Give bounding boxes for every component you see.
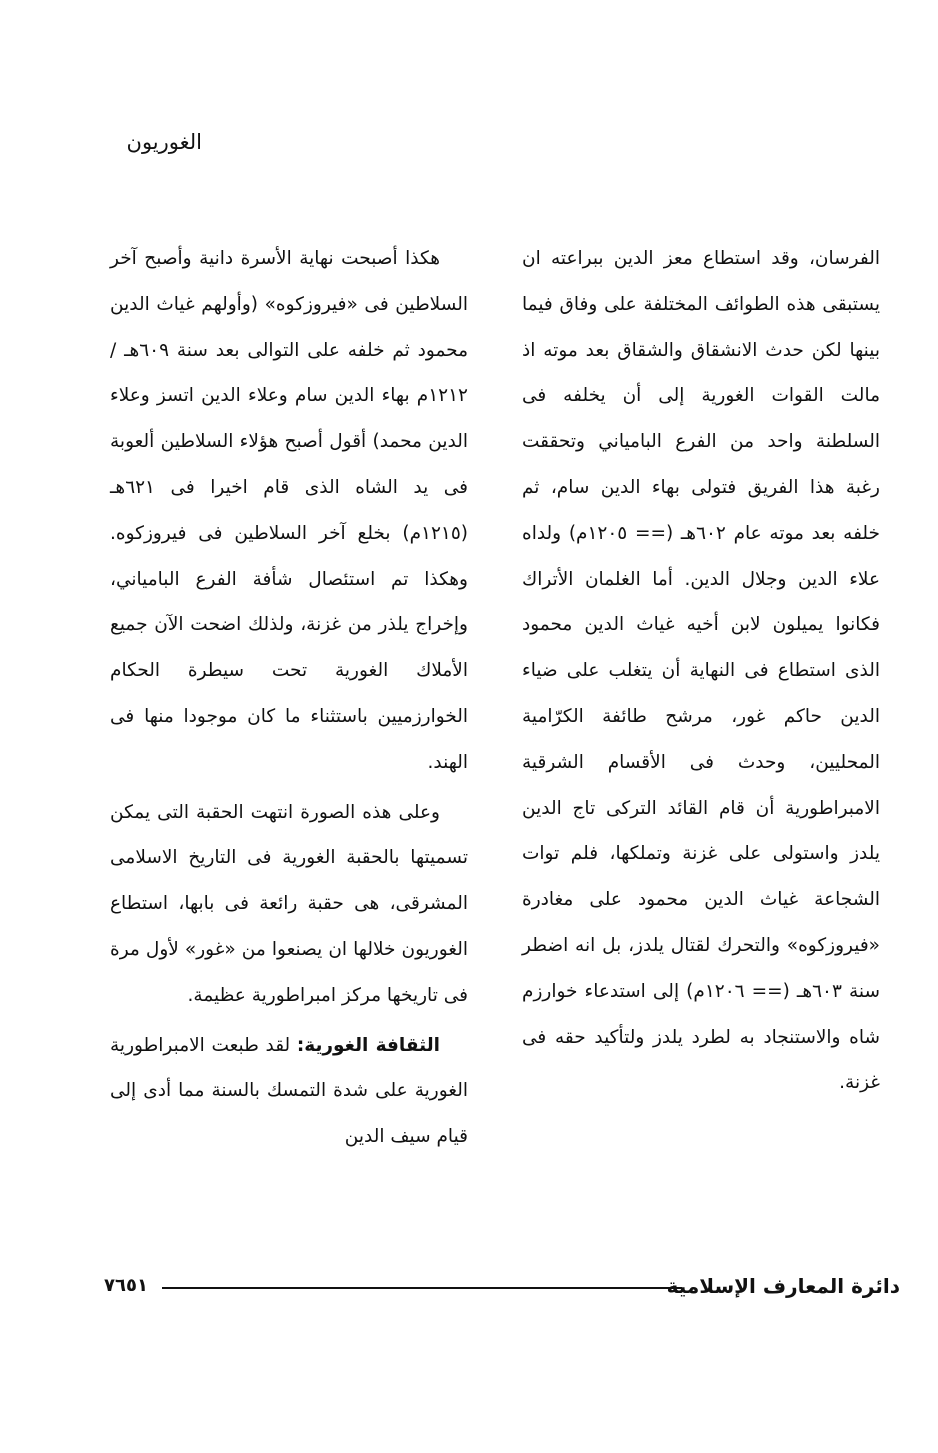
- text-column-left: [110, 236, 468, 1164]
- text-column-right: [522, 236, 880, 1110]
- running-title: الغوريون: [126, 130, 202, 154]
- page-number: ٧٦٥١: [104, 1275, 148, 1296]
- page-footer: [0, 1270, 938, 1302]
- section-heading: الثقافة الغورية:: [296, 1034, 440, 1056]
- paragraph: الفرسان، وقد استطاع معز الدين ببراعته ان يستبقى هذه الطوائف المختلفة على وفاق فيما بينها لكن حدث الانشقاق والشقاق بعد موته اذ مالت القوات الغورية إلى أن يخلفه فى السلطنة واحد من الفرع البامياني وتحققت رغبة هذا الفريق فتولى بهاء الدين سام، ثم خلفه بعد موته عام ٦٠٢هـ (== ١٢٠٥م) ولداه علاء الدين وجلال الدين. أما الغلمان الأتراك فكانوا يميلون لابن أخيه غياث الدين محمود الذى استطاع فى النهاية أن يتغلب على ضياء الدين حاكم غور، مرشح طائفة الكرّامية المحليين، وحدث فى الأقسام الشرقية الامبراطورية أن قام القائد التركى تاج الدين يلدز واستولى على غزنة وتملكها، فلم توات الشجاعة غياث الدين محمود على مغادرة «فيروزكوه» والتحرك لقتال يلدز، بل انه اضطر سنة ٦٠٣هـ (== ١٢٠٦م) إلى استدعاء خوارزم شاه والاستنجاد به لطرد يلدز ولتأكيد حقه فى غزنة.: [522, 248, 880, 1094]
- paragraph-culture: [110, 1023, 468, 1160]
- paragraph-text: لقد طبعت الامبراطورية الغورية على شدة التمسك بالسنة مما أدى إلى قيام سيف الدين: [110, 1034, 468, 1148]
- paragraph: هكذا أصبحت نهاية الأسرة دانية وأصبح آخر السلاطين فى «فيروزكوه» (وأولهم غياث الدين محمود ثم خلفه على التوالى بعد سنة ٦٠٩هـ / ١٢١٢م بهاء الدين سام وعلاء الدين اتسز وعلاء الدين محمد) أقول أصبح هؤلاء السلاطين ألعوبة فى يد الشاه الذى قام اخيرا فى ٦٢١هـ (١٢١٥م) بخلع آخر السلاطين فى فيروزكوه. وهكذا تم استئصال شأفة الفرع البامياني، وإخراج يلذر من غزنة، ولذلك اضحت الآن جميع الأملاك الغورية تحت سيطرة الحكام الخوارزميين باستثناء ما كان موجودا منها فى الهند.: [110, 248, 468, 773]
- publication-title: دائرة المعارف الإسلامية: [666, 1274, 900, 1298]
- footer-rule: [162, 1287, 682, 1289]
- paragraph: وعلى هذه الصورة انتهت الحقبة التى يمكن تسميتها بالحقبة الغورية فى التاريخ الاسلامى المشرقى، هى حقبة رائعة فى بابها، استطاع الغوريون خلالها ان يصنعوا من «غور» لأول مرة فى تاريخها مركز امبراطورية عظيمة.: [110, 801, 468, 1006]
